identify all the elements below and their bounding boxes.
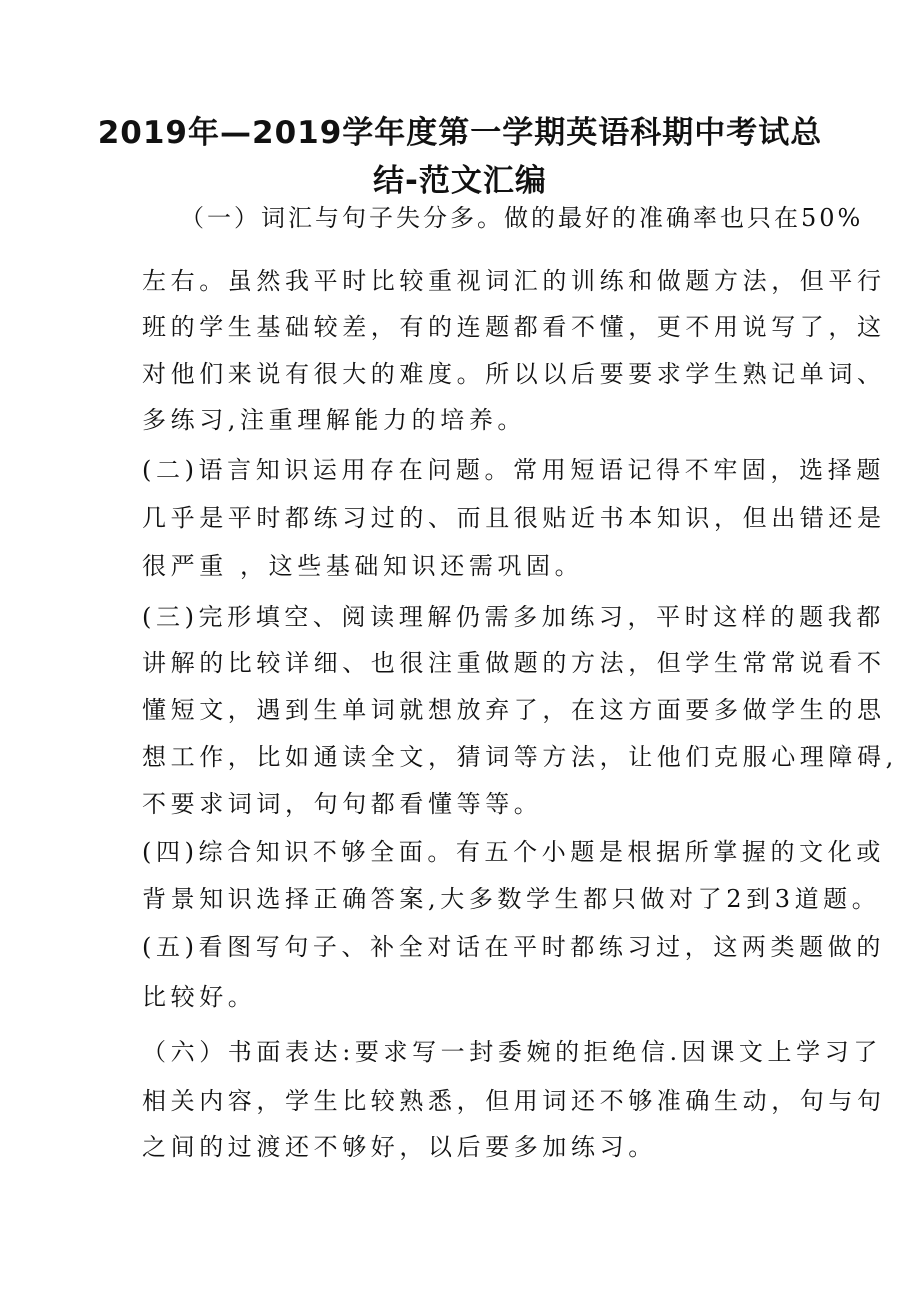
document-title-line-1: 2019年—2019学年度第一学期英语科期中考试总 (97, 115, 823, 151)
body-line: 想工作，比如通读全文，猜词等方法，让他们克服心理障碍, (142, 743, 898, 771)
body-line: 多练习,注重理解能力的培养。 (142, 406, 527, 434)
body-line: (二)语言知识运用存在问题。常用短语记得不牢固，选择题 (142, 456, 885, 484)
body-line: 班的学生基础较差，有的连题都看不懂，更不用说写了，这 (142, 313, 886, 341)
body-line: 对他们来说有很大的难度。所以以后要要求学生熟记单词、 (142, 360, 886, 388)
document-title-line-2: 结-范文汇编 (373, 163, 547, 199)
body-line: 讲解的比较详细、也很注重做题的方法，但学生常常说看不 (142, 649, 886, 677)
body-line: 几乎是平时都练习过的、而且很贴近书本知识，但出错还是 (142, 504, 886, 532)
body-line: (三)完形填空、阅读理解仍需多加练习，平时这样的题我都 (142, 603, 885, 631)
body-line: 左右。虽然我平时比较重视词汇的训练和做题方法，但平行 (142, 267, 886, 295)
body-line: 懂短文，遇到生单词就想放弃了，在这方面要多做学生的思 (142, 696, 886, 724)
body-line: 很严重 ，这些基础知识还需巩固。 (142, 552, 584, 580)
body-line: 相关内容，学生比较熟悉，但用词还不够准确生动，句与句 (142, 1087, 886, 1115)
body-line: （一）词汇与句子失分多。做的最好的准确率也只在50% (180, 204, 864, 232)
body-line: 比较好。 (142, 983, 257, 1011)
body-line: (四)综合知识不够全面。有五个小题是根据所掌握的文化或 (142, 838, 885, 866)
body-line: 之间的过渡还不够好，以后要多加练习。 (142, 1133, 657, 1161)
body-line: 背景知识选择正确答案,大多数学生都只做对了2到3道题。 (142, 885, 881, 913)
body-line: (五)看图写句子、补全对话在平时都练习过，这两类题做的 (142, 933, 885, 961)
body-line: 不要求词词，句句都看懂等等。 (142, 790, 543, 818)
body-line: （六）书面表达:要求写一封委婉的拒绝信.因课文上学习了 (142, 1038, 882, 1066)
